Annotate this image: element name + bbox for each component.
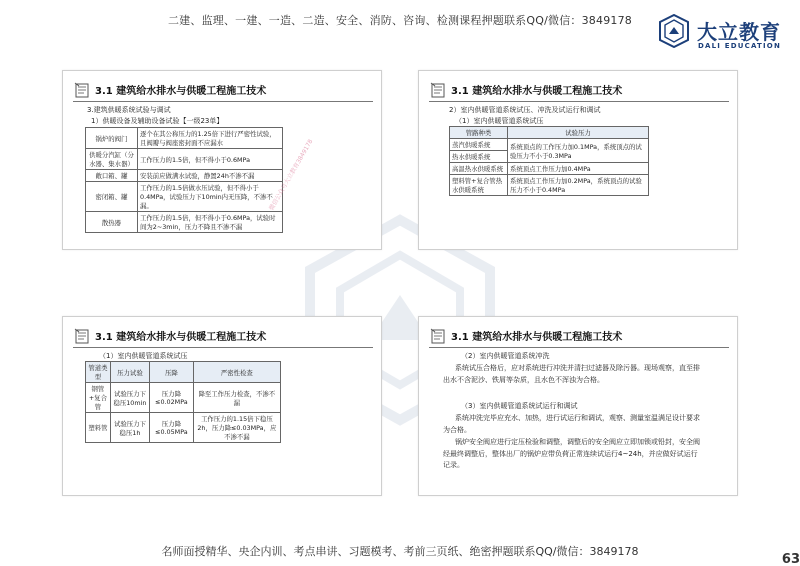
book-icon xyxy=(73,81,91,99)
title-rule xyxy=(429,101,729,102)
table-header-cell: 严密性检查 xyxy=(193,362,280,383)
table-cell: 降至工作压力检查，不渗不漏 xyxy=(193,383,280,413)
table-cell: 系统顶点工作压力加0.4MPa xyxy=(508,163,649,175)
table-header-cell: 压降 xyxy=(150,362,194,383)
table-cell: 供暖分汽缸（分水器、集水器） xyxy=(86,149,138,170)
logo-emblem-icon xyxy=(657,14,691,48)
logo xyxy=(657,14,787,54)
table-row xyxy=(86,383,281,413)
table-cell: 钢管+复合管 xyxy=(86,383,111,413)
table-row xyxy=(86,128,283,149)
table-cell: 锅炉的阀门 xyxy=(86,128,138,149)
table-header-cell: 压力试验 xyxy=(110,362,149,383)
subsection-heading: 1）供暖设备及辅助设备试验【一级23单】 xyxy=(91,117,224,125)
table-cell: 热水供暖系统 xyxy=(450,151,508,163)
subsection-heading: （1）室内供暖管道系统试压 xyxy=(455,117,544,125)
slide-title: 3.1 建筑给水排水与供暖工程施工技术 xyxy=(95,332,267,343)
title-rule xyxy=(429,347,729,348)
pipe-type-test-table xyxy=(85,361,281,443)
equipment-test-table xyxy=(85,127,283,233)
book-icon xyxy=(429,81,447,99)
table-row xyxy=(86,182,283,212)
table-cell: 密闭箱、罐 xyxy=(86,182,138,212)
watermark-stamp: 微信公众号大立教育3849178 xyxy=(268,138,315,212)
table-cell: 系统顶点工作压力加0.2MPa，系统顶点的试验压力不小于0.4MPa xyxy=(508,175,649,196)
table-header-cell: 试验压力 xyxy=(508,127,649,139)
table-header-cell: 管道类型 xyxy=(86,362,111,383)
slide-2 xyxy=(418,70,738,250)
title-rule xyxy=(73,101,373,102)
table-row xyxy=(86,149,283,170)
pipe-pressure-table xyxy=(449,126,649,196)
book-icon xyxy=(73,327,91,345)
slide-title: 3.1 建筑给水排水与供暖工程施工技术 xyxy=(95,86,267,97)
table-row xyxy=(450,163,649,175)
table-cell: 压力降≤0.05MPa xyxy=(150,413,194,443)
slide-4 xyxy=(418,316,738,496)
paragraph: 锅炉安全阀应进行定压检验和调整，调整后的安全阀应立即加锁或铅封，安全阀经最终调整后，整体出厂的锅炉应带负荷正常连续试运行4~24h，并应做好试运行记录。 xyxy=(443,438,700,469)
book-icon xyxy=(429,327,447,345)
paragraph: 系统试压合格后，应对系统进行冲洗并清扫过滤器及除污器。现场观察，直至排出水不含泥沙、铁屑等杂质，且水色不浑浊为合格。 xyxy=(443,364,700,384)
table-cell: 工作压力的1.15倍下稳压2h，压力降≤0.03MPa，应不渗不漏 xyxy=(193,413,280,443)
subsection-heading: （1）室内供暖管道系统试压 xyxy=(99,352,188,360)
slide-title: 3.1 建筑给水排水与供暖工程施工技术 xyxy=(451,332,623,343)
paragraph: 系统冲洗完毕应充水、加热，进行试运行和调试，观察、测量室温满足设计要求为合格。 xyxy=(443,414,700,434)
table-cell: 工作压力的1.5倍，但不得小于0.6MPa，试验时间为2~3min，压力不降且不渗不漏 xyxy=(138,212,283,233)
table-cell: 塑料管 xyxy=(86,413,111,443)
table-cell: 工作压力的1.5倍做水压试验，但不得小于0.4MPa，试验压力下10min内无压降，不渗不漏。 xyxy=(138,182,283,212)
table-cell: 工作压力的1.5倍，但不得小于0.6MPa xyxy=(138,149,283,170)
slide-title: 3.1 建筑给水排水与供暖工程施工技术 xyxy=(451,86,623,97)
table-header-cell: 管路种类 xyxy=(450,127,508,139)
table-row xyxy=(450,139,649,151)
table-cell: 敞口箱、罐 xyxy=(86,170,138,182)
logo-name: 大立教育 xyxy=(697,20,781,44)
table-cell: 压力降≤0.02MPa xyxy=(150,383,194,413)
table-cell: 试验压力下稳压10min xyxy=(110,383,149,413)
table-cell: 塑料管+复合管热水供暖系统 xyxy=(450,175,508,196)
bottom-banner: 名师面授精华、央企内训、考点串讲、习题模考、考前三页纸、绝密押题联系QQ/微信：3849178 xyxy=(161,545,639,558)
table-header-row xyxy=(86,362,281,383)
subsection-heading: （3）室内供暖管道系统试运行和调试 xyxy=(461,402,578,410)
table-cell: 蒸汽供暖系统 xyxy=(450,139,508,151)
table-cell: 试验压力下稳压1h xyxy=(110,413,149,443)
table-row xyxy=(86,170,283,182)
table-cell: 系统顶点的工作压力加0.1MPa，系统顶点的试验压力不小于0.3MPa xyxy=(508,139,649,163)
table-cell: 安装前应做满水试验，静置24h不渗不漏 xyxy=(138,170,283,182)
table-cell: 高温热水供暖系统 xyxy=(450,163,508,175)
table-row xyxy=(86,413,281,443)
table-cell: 逐个在其公称压力的1.25倍下进行严密性试验，且阀瓣与阀座密封面不应漏水 xyxy=(138,128,283,149)
title-rule xyxy=(73,347,373,348)
slide-1 xyxy=(62,70,382,250)
section-heading: 2）室内供暖管道系统试压、冲洗及试运行和调试 xyxy=(449,106,601,114)
slide-3 xyxy=(62,316,382,496)
section-heading: 3.建筑供暖系统试验与调试 xyxy=(87,106,171,114)
table-row xyxy=(450,175,649,196)
logo-subtitle: DALI EDUCATION xyxy=(698,42,782,50)
table-cell: 散热器 xyxy=(86,212,138,233)
subsection-heading: （2）室内供暖管道系统冲洗 xyxy=(461,352,550,360)
top-banner: 二建、监理、一建、一造、二造、安全、消防、咨询、检测课程押题联系QQ/微信：3849178 xyxy=(167,14,632,27)
page-number: 63 xyxy=(781,552,800,566)
table-header-row xyxy=(450,127,649,139)
table-row xyxy=(86,212,283,233)
